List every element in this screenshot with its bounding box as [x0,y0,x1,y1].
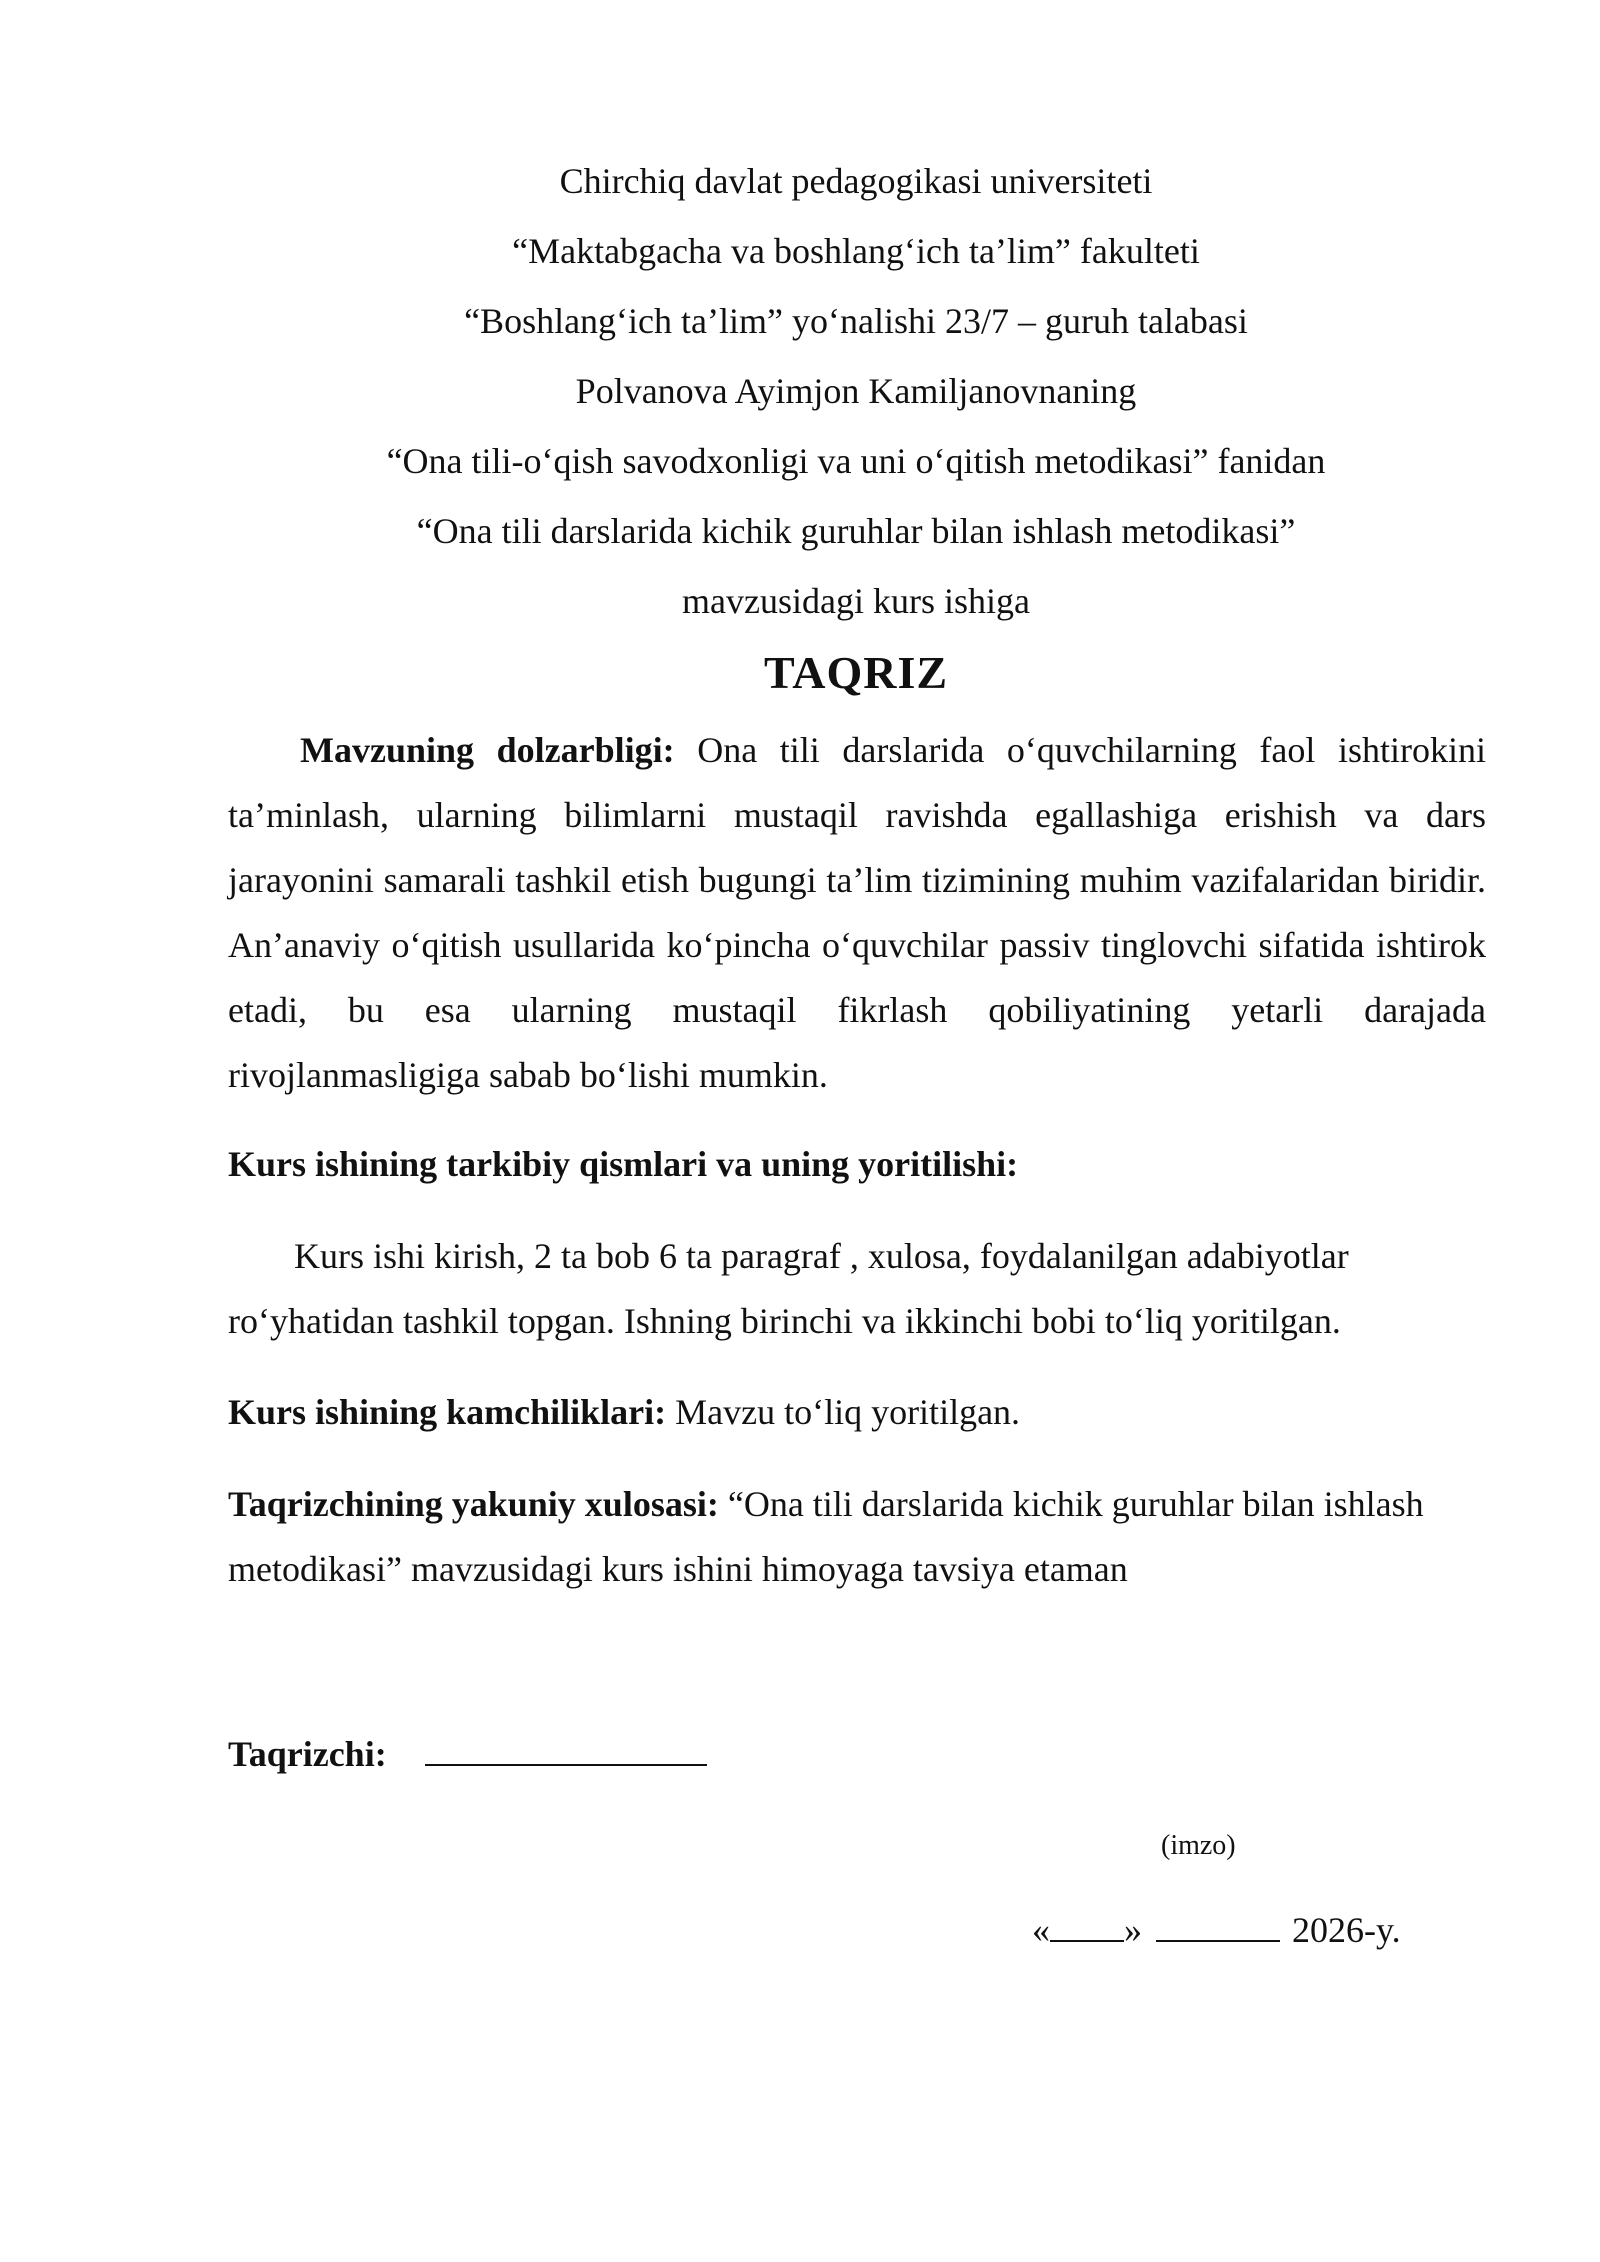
date-year: 2026-y. [1292,1910,1401,1950]
structure-paragraph: Kurs ishi kirish, 2 ta bob 6 ta paragraf , xulosa, foydalanilgan adabiyotlar ro‘yhatidan tashkil topgan. Ishning birinchi va ikkinchi bobi to‘liq yoritilgan. [228,1236,1349,1341]
signature-caption: (imzo) [1161,1830,1236,1861]
relevance-text: Ona tili darslarida o‘quvchilarning faol ishtirokini ta’minlash, ularning bilimlarni mustaqil ravishda egallashiga erishish va dars jarayonini samarali tashkil etish bugungi ta’lim tizimining muhim vazifalaridan biridir. An’anaviy o‘qitish usullarida ko‘pincha o‘quvchilar passiv tinglovchi sifatida ishtirok etadi, bu esa ularning mustaqil fikrlash qobiliyatining yetarli darajada rivojlanmasligiga sabab bo‘lishi mumkin. [228,730,1487,1095]
month-blank [1156,1910,1280,1942]
date-close-quote: » [1124,1910,1142,1950]
signature-line [425,1734,707,1766]
shortcomings-text: Mavzu to‘liq yoritilgan. [666,1392,1021,1432]
conclusion-label: Taqrizchining yakuniy xulosasi: [228,1484,719,1524]
document-header [228,146,1484,636]
day-blank [1050,1910,1124,1942]
document-title: TAQRIZ [763,647,949,698]
conclusion-text: “Ona tili darslarida kichik guruhlar bilan ishlash metodikasi” mavzusidagi kurs ishini himoyaga tavsiya etaman [228,1484,1424,1589]
reviewer-signature-row [228,1724,707,1784]
coursework-topic: “Ona tili darslarida kichik guruhlar bilan ishlash metodikasi” [416,511,1296,551]
conclusion-paragraph [228,1472,1486,1602]
student-program-group: “Boshlang‘ich ta’lim” yo‘nalishi 23/7 – guruh talabasi [464,301,1248,341]
subject-name: “Ona tili-o‘qish savodxonligi va uni o‘qitish metodikasi” fanidan [386,441,1326,481]
relevance-paragraph [228,718,1486,1108]
reviewer-label: Taqrizchi: [228,1734,387,1774]
date-open-quote: « [1032,1910,1050,1950]
shortcomings-label: Kurs ishining kamchiliklari: [228,1392,667,1432]
structure-heading: Kurs ishining tarkibiy qismlari va uning yoritilishi: [228,1144,1019,1184]
date-row [1032,1900,1401,1960]
student-name: Polvanova Ayimjon Kamiljanovnaning [575,371,1137,411]
coursework-topic-suffix: mavzusidagi kurs ishiga [682,581,1030,621]
university-name: Chirchiq davlat pedagogikasi universiteti [559,161,1153,201]
relevance-label: Mavzuning dolzarbligi: [300,730,675,770]
faculty-name: “Maktabgacha va boshlang‘ich ta’lim” fakulteti [512,231,1200,271]
shortcomings-paragraph [228,1380,1486,1445]
